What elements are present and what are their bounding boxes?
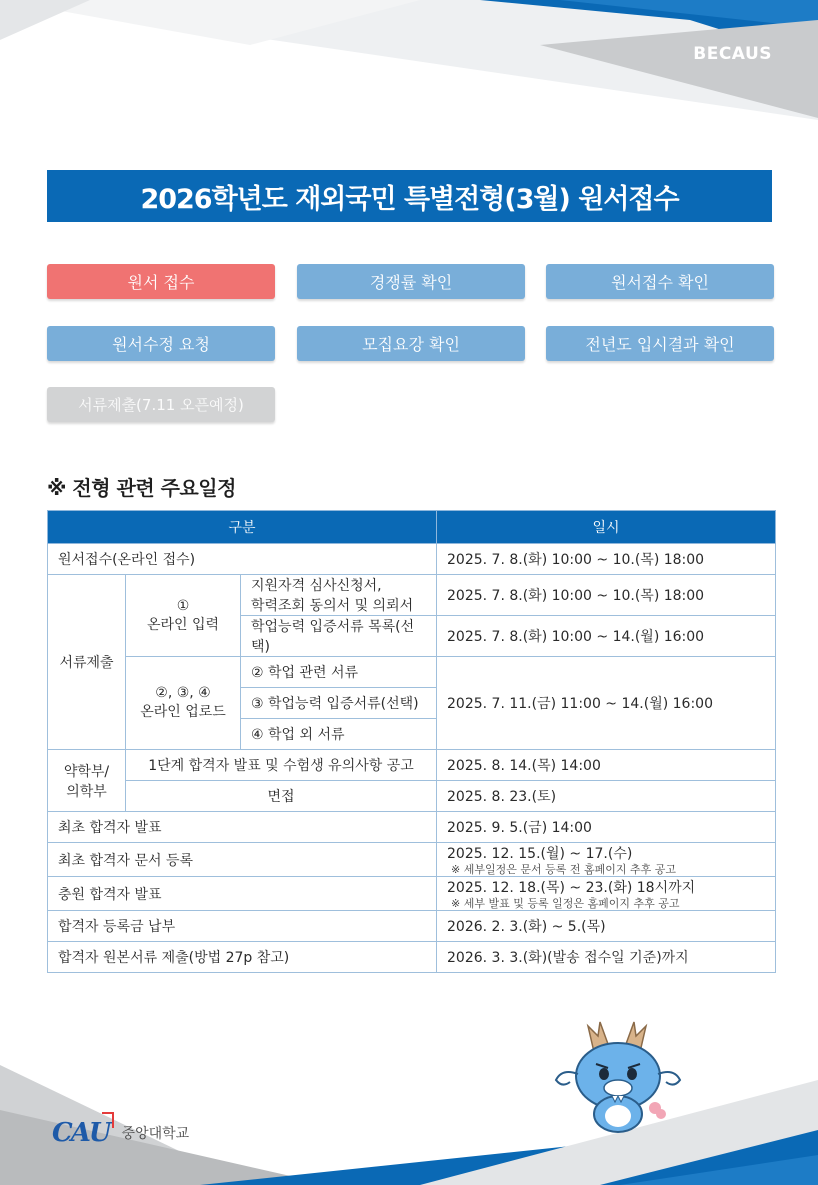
online-input-cell — [126, 575, 241, 657]
table-row — [48, 843, 776, 877]
guidelines-button[interactable]: 모집요강 확인 — [297, 326, 525, 361]
row-label: 최초 합격자 발표 — [48, 812, 437, 843]
table-row — [48, 575, 776, 616]
row-date: 2025. 9. 5.(금) 14:00 — [437, 812, 776, 843]
row-date-cell — [437, 877, 776, 911]
online-input-item1 — [241, 575, 437, 616]
university-name: 중앙대학교 — [121, 1126, 190, 1142]
upload-item2: ③ 학업능력 입증서류(선택) — [241, 688, 437, 719]
modify-request-button[interactable]: 원서수정 요청 — [47, 326, 275, 361]
upload-cell — [126, 657, 241, 750]
upload-item1: ② 학업 관련 서류 — [241, 657, 437, 688]
table-row — [48, 911, 776, 942]
table-row — [48, 942, 776, 973]
row-date: 2026. 3. 3.(화)(발송 접수일 기준)까지 — [437, 942, 776, 973]
pharm-group-label — [48, 750, 126, 812]
upload-label: 온라인 업로드 — [140, 704, 226, 720]
brand-label: BECAUS — [693, 44, 772, 64]
online-input-item1-line2: 학력조회 동의서 및 의뢰서 — [251, 598, 414, 614]
check-application-button[interactable]: 원서접수 확인 — [546, 264, 774, 299]
row-date: 2025. 7. 8.(화) 10:00 ~ 10.(목) 18:00 — [437, 544, 776, 575]
row-date: 2025. 7. 8.(화) 10:00 ~ 14.(월) 16:00 — [437, 616, 776, 657]
online-input-item2: 학업능력 입증서류 목록(선택) — [241, 616, 437, 657]
competition-rate-button[interactable]: 경쟁률 확인 — [297, 264, 525, 299]
table-row — [48, 877, 776, 911]
online-input-item1-line1: 지원자격 심사신청서, — [251, 578, 382, 594]
row-date: 2025. 8. 14.(목) 14:00 — [437, 750, 776, 781]
table-row — [48, 750, 776, 781]
online-input-num: ① — [176, 597, 190, 614]
header-date: 일시 — [437, 511, 776, 544]
cau-logo-text: CAU — [52, 1118, 110, 1148]
docs-group-label: 서류제출 — [48, 575, 126, 750]
table-row — [48, 812, 776, 843]
pharm-item1: 1단계 합격자 발표 및 수험생 유의사항 공고 — [126, 750, 437, 781]
row-date: 2025. 12. 18.(목) ~ 23.(화) 18시까지 — [447, 880, 696, 896]
row-note: ※ 세부일정은 문서 등록 전 홈페이지 추후 공고 — [451, 863, 676, 876]
table-row — [48, 657, 776, 688]
pharm-group-line2: 의학부 — [66, 783, 107, 800]
table-row — [48, 781, 776, 812]
row-label: 충원 합격자 발표 — [48, 877, 437, 911]
schedule-heading: ※ 전형 관련 주요일정 — [47, 476, 236, 500]
upload-item3: ④ 학업 외 서류 — [241, 719, 437, 750]
row-label: 합격자 원본서류 제출(방법 27p 참고) — [48, 942, 437, 973]
row-date: 2025. 7. 8.(화) 10:00 ~ 10.(목) 18:00 — [437, 575, 776, 616]
pharm-item2: 면접 — [126, 781, 437, 812]
online-input-label: 온라인 입력 — [146, 616, 220, 633]
blue-dragon-mascot-icon — [548, 1018, 688, 1136]
row-label: 원서접수(온라인 접수) — [48, 544, 437, 575]
last-year-results-button[interactable]: 전년도 입시결과 확인 — [546, 326, 774, 361]
row-label: 최초 합격자 문서 등록 — [48, 843, 437, 877]
header-category: 구분 — [48, 511, 437, 544]
schedule-table — [47, 510, 776, 973]
page-title: 2026학년도 재외국민 특별전형(3월) 원서접수 — [47, 170, 772, 222]
row-label: 합격자 등록금 납부 — [48, 911, 437, 942]
upload-date: 2025. 7. 11.(금) 11:00 ~ 14.(월) 16:00 — [437, 657, 776, 750]
row-date: 2025. 12. 15.(월) ~ 17.(수) — [447, 846, 633, 862]
table-row — [48, 544, 776, 575]
upload-num: ②, ③, ④ — [155, 685, 211, 701]
table-header-row — [48, 511, 776, 544]
row-date: 2026. 2. 3.(화) ~ 5.(목) — [437, 911, 776, 942]
apply-button[interactable]: 원서 접수 — [47, 264, 275, 299]
row-note: ※ 세부 발표 및 등록 일정은 홈페이지 추후 공고 — [451, 897, 680, 910]
university-logo — [52, 1118, 189, 1148]
cau-logo-mark — [52, 1118, 110, 1148]
row-date-cell — [437, 843, 776, 877]
pharm-group-line1: 약학부/ — [63, 763, 110, 780]
document-submit-button[interactable]: 서류제출(7.11 오픈예정) — [47, 387, 275, 422]
row-date: 2025. 8. 23.(토) — [437, 781, 776, 812]
